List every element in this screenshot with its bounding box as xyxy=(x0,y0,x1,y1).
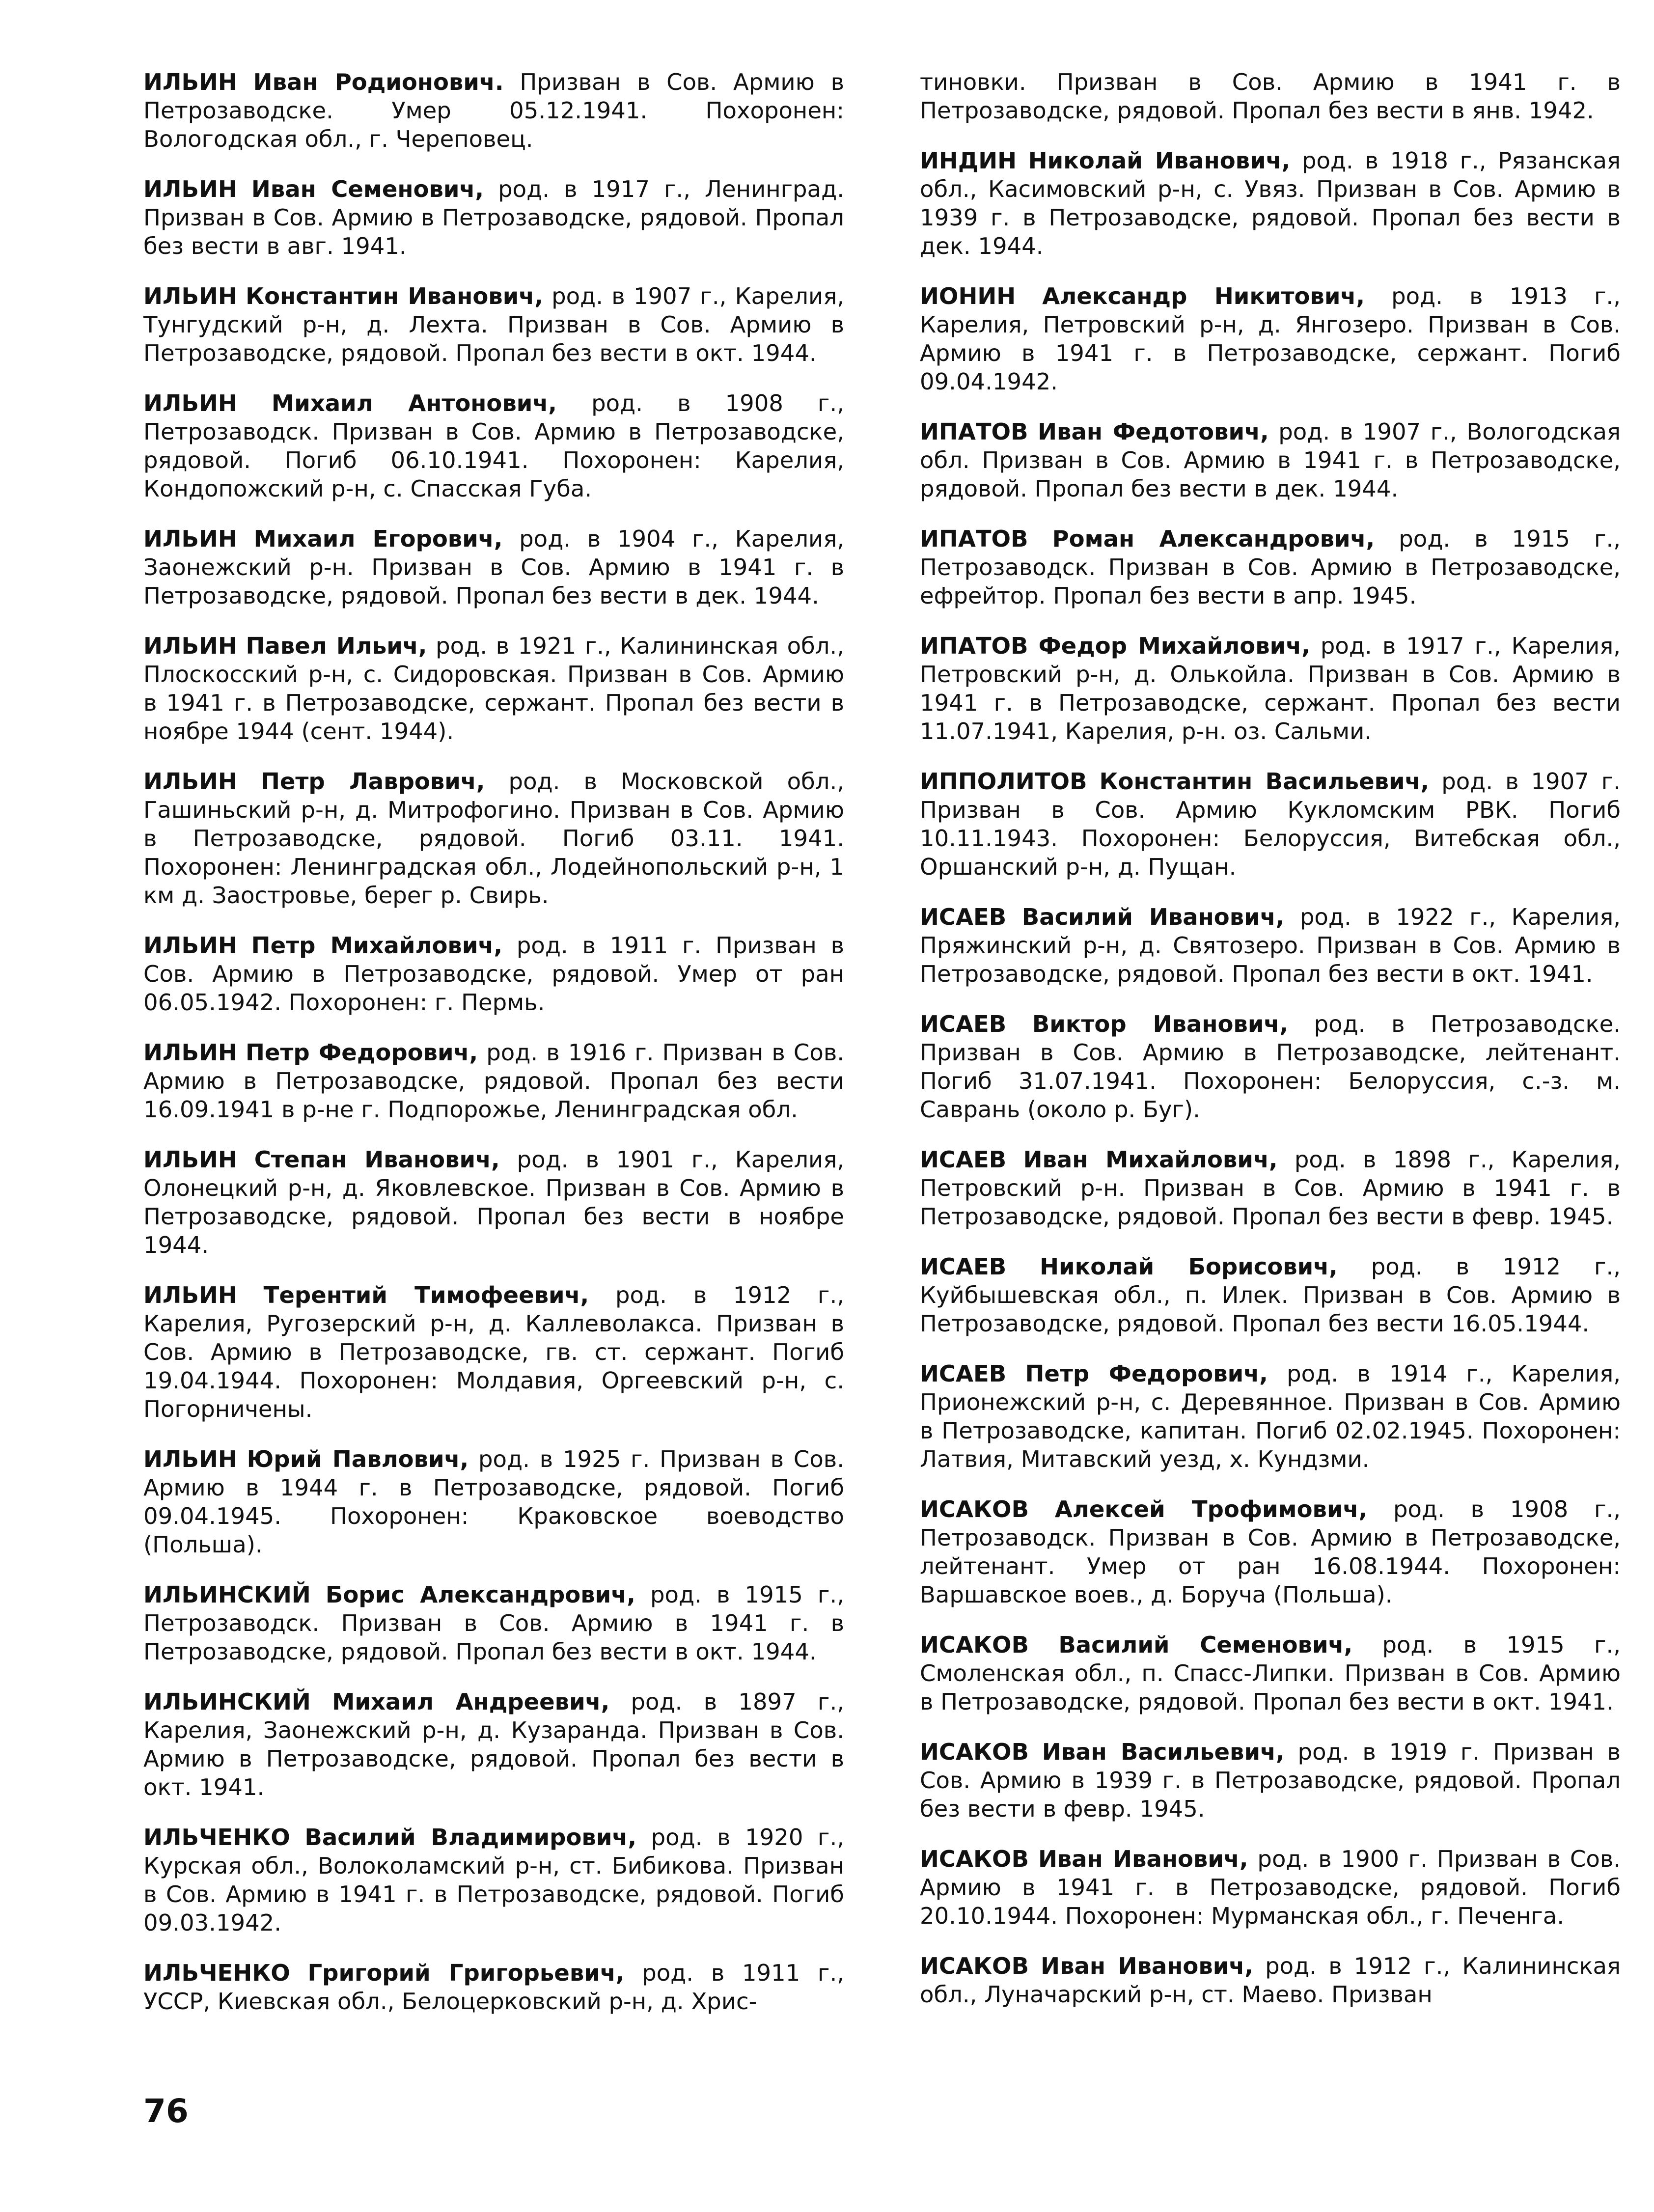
entry-given-names: Федор Михайлович, xyxy=(1038,633,1310,659)
entry xyxy=(143,525,844,610)
entry-given-names: Алексей Трофимович, xyxy=(1054,1496,1368,1522)
entry-surname: ИЛЬИН xyxy=(143,1039,237,1066)
entry-details: род. в 1919 г. Призван в Сов. Армию в 1939 г. в Петрозаводске, рядовой. Пропал без вести в февр. 1945. xyxy=(920,1739,1621,1822)
entry-surname: ИЛЬИН xyxy=(143,1446,237,1472)
entry-details: род. в 1921 г., Калининская обл., Плоскосский р-н, с. Сидоровская. Призван в Сов. Армию в 1941 г. в Петрозаводске, сержант. Пропал без вести в ноябре 1944 (сент. 1944). xyxy=(143,633,844,745)
entry xyxy=(143,1038,844,1124)
entry-details: род. в 1898 г., Карелия, Петровский р-н. Призван в Сов. Армию в 1941 г. в Петрозаводске, рядовой. Пропал без вести в февр. 1945. xyxy=(920,1146,1621,1230)
entry-surname: ИПАТОВ xyxy=(920,418,1028,445)
entry xyxy=(143,632,844,746)
entry-surname: ИОНИН xyxy=(920,283,1016,309)
entry-surname: ИЛЬИН xyxy=(143,1146,237,1173)
entry-surname: ИСАЕВ xyxy=(920,1146,1007,1173)
entry-given-names: Петр Федорович, xyxy=(1025,1360,1268,1387)
entry xyxy=(920,1252,1621,1338)
entry-details: род. в 1907 г. Призван в Сов. Армию Кукломским РВК. Погиб 10.11.1943. Похоронен: Белоруссия, Витебская обл., Оршанский р-н, д. Пущан. xyxy=(920,768,1621,880)
entry xyxy=(920,1495,1621,1609)
entry-details: род. в 1917 г., Ленинград. Призван в Сов. Армию в Петрозаводске, рядовой. Пропал без вести в авг. 1941. xyxy=(143,176,845,259)
entry-surname: ИСАКОВ xyxy=(920,1846,1029,1872)
left-column xyxy=(143,68,844,2037)
entry-details: род. в 1912 г., Куйбышевская обл., п. Илек. Призван в Сов. Армию в Петрозаводске, рядовой. Пропал без вести 16.05.1944. xyxy=(920,1253,1621,1337)
entry-surname: ИЛЬИНСКИЙ xyxy=(143,1688,311,1715)
entry-given-names: Михаил Андреевич, xyxy=(332,1688,610,1715)
continued-entry-text: тиновки. Призван в Сов. Армию в 1941 г. в Петрозаводске, рядовой. Пропал без вести в янв. 1942. xyxy=(920,69,1621,124)
entry-given-names: Иван Семенович, xyxy=(251,176,484,202)
entry-given-names: Михаил Егорович, xyxy=(253,525,503,552)
entry xyxy=(920,1145,1621,1231)
entry-surname: ИПАТОВ xyxy=(920,633,1028,659)
entry-given-names: Иван Васильевич, xyxy=(1042,1739,1285,1765)
entry-details: род. в 1916 г. Призван в Сов. Армию в Петрозаводске, рядовой. Пропал без вести 16.09.1941 в р-не г. Подпорожье, Ленинградская обл. xyxy=(143,1039,845,1123)
entry-surname: ИСАКОВ xyxy=(920,1739,1029,1765)
entry-given-names: Иван Михайлович, xyxy=(1023,1146,1278,1173)
entry-given-names: Петр Федорович, xyxy=(245,1039,478,1066)
right-column xyxy=(920,68,1621,2030)
entry-details: род. в Петрозаводске. Призван в Сов. Армию в Петрозаводске, лейтенант. Погиб 31.07.1941. Похоронен: Белоруссия, с.-з. м. Саврань (около р. Буг). xyxy=(920,1011,1621,1123)
entry xyxy=(920,1845,1621,1930)
entry-details: род. в 1920 г., Курская обл., Волоколамский р-н, ст. Бибикова. Призван в Сов. Армию в 1941 г. в Петрозаводске, рядовой. Погиб 09.03.1942. xyxy=(143,1824,845,1936)
entry-given-names: Иван Иванович, xyxy=(1041,1953,1253,1979)
entry-details: род. в Московской обл., Гашиньский р-н, д. Митрофогино. Призван в Сов. Армию в Петрозаводске, рядовой. Погиб 03.11. 1941. Похоронен: Ленинградская обл., Лодейнопольский р-н, 1 км д. Заостровье, берег р. Свирь. xyxy=(143,768,845,909)
entry-surname: ИЛЬИН xyxy=(143,932,237,959)
entry-surname: ИЛЬИНСКИЙ xyxy=(143,1581,311,1608)
entry xyxy=(920,525,1621,610)
entry-given-names: Николай Иванович, xyxy=(1028,147,1291,174)
entry-surname: ИЛЬИН xyxy=(143,768,237,795)
entry-details: род. в 1897 г., Карелия, Заонежский р-н, д. Кузаранда. Призван в Сов. Армию в Петрозаводске, рядовой. Пропал без вести в окт. 1941. xyxy=(143,1688,845,1800)
entry-details: род. в 1914 г., Карелия, Прионежский р-н, с. Деревянное. Призван в Сов. Армию в Петрозаводске, капитан. Погиб 02.02.1945. Похоронен: Латвия, Митавский уезд, х. Кундзми. xyxy=(920,1360,1621,1472)
entry-details: род. в 1913 г., Карелия, Петровский р-н, д. Янгозеро. Призван в Сов. Армию в 1941 г. в Петрозаводске, сержант. Погиб 09.04.1942. xyxy=(920,283,1621,395)
page-number: 76 xyxy=(143,2092,189,2130)
entry-surname: ИЛЬИН xyxy=(143,390,237,416)
entry-given-names: Михаил Антонович, xyxy=(271,390,557,416)
entry-details: род. в 1907 г., Карелия, Тунгудский р-н, д. Лехта. Призван в Сов. Армию в Петрозаводске, рядовой. Пропал без вести в окт. 1944. xyxy=(143,283,844,366)
entry xyxy=(143,767,844,910)
entry-details: род. в 1917 г., Карелия, Петровский р-н, д. Олькойла. Призван в Сов. Армию в 1941 г. в Петрозаводске, сержант. Пропал без вести 11.07.1941, Карелия, р-н. оз. Сальми. xyxy=(920,633,1621,745)
entry-details: род. в 1915 г., Смоленская обл., п. Спасс-Липки. Призван в Сов. Армию в Петрозаводске, рядовой. Пропал без вести в окт. 1941. xyxy=(920,1631,1621,1715)
entry-surname: ИСАКОВ xyxy=(920,1496,1029,1522)
entry-surname: ИСАЕВ xyxy=(920,904,1007,930)
entry xyxy=(920,146,1621,260)
entry-details: род. в 1915 г., Петрозаводск. Призван в Сов. Армию в 1941 г. в Петрозаводске, рядовой. Пропал без вести в окт. 1944. xyxy=(143,1581,844,1665)
entry-given-names: Александр Никитович, xyxy=(1042,283,1365,309)
entry xyxy=(920,1952,1621,2009)
entry xyxy=(143,389,844,503)
entry-surname: ИСАЕВ xyxy=(920,1360,1007,1387)
entry-surname: ИПАТОВ xyxy=(920,525,1028,552)
entry xyxy=(143,1281,844,1423)
entry-given-names: Роман Александрович, xyxy=(1052,525,1375,552)
entry-details: Призван в Сов. Армию в Петрозаводске. Умер 05.12.1941. Похоронен: Вологодская обл., г. Череповец. xyxy=(143,69,845,152)
entry-given-names: Григорий Григорьевич, xyxy=(307,1960,625,1986)
entry xyxy=(920,417,1621,503)
entry-details: род. в 1911 г., УССР, Киевская обл., Белоцерковский р-н, д. Хрис- xyxy=(143,1960,845,2015)
entry xyxy=(920,632,1621,746)
entry-details: род. в 1922 г., Карелия, Пряжинский р-н, д. Святозеро. Призван в Сов. Армию в Петрозаводске, рядовой. Пропал без вести в окт. 1941. xyxy=(920,904,1621,987)
entry-surname: ИСАКОВ xyxy=(920,1631,1029,1658)
entry-given-names: Павел Ильич, xyxy=(246,633,427,659)
entry-details: род. в 1918 г., Рязанская обл., Касимовский р-н, с. Увяз. Призван в Сов. Армию в 1939 г. в Петрозаводске, рядовой. Пропал без вести в дек. 1944. xyxy=(920,147,1621,259)
entry-surname: ИСАЕВ xyxy=(920,1011,1007,1037)
entry-details: род. в 1925 г. Призван в Сов. Армию в 1944 г. в Петрозаводске, рядовой. Погиб 09.04.1945. Похоронен: Краковское воеводство (Польша). xyxy=(143,1446,844,1558)
entry xyxy=(143,1959,844,2016)
entry-given-names: Степан Иванович, xyxy=(254,1146,500,1173)
entry-details: род. в 1908 г., Петрозаводск. Призван в Сов. Армию в Петрозаводске, рядовой. Погиб 06.10.1941. Похоронен: Карелия, Кондопожский р-н, с. Спасская Губа. xyxy=(143,390,844,502)
entry-surname: ИЛЬИН xyxy=(143,69,237,95)
entry xyxy=(143,1145,844,1259)
entry-given-names: Иван Родионович. xyxy=(253,69,504,95)
entry-surname: ИНДИН xyxy=(920,147,1017,174)
entry-surname: ИЛЬИН xyxy=(143,525,237,552)
entry-given-names: Борис Александрович, xyxy=(325,1581,635,1608)
entry-given-names: Виктор Иванович, xyxy=(1032,1011,1289,1037)
entry-given-names: Терентий Тимофеевич, xyxy=(263,1282,589,1308)
entry-surname: ИЛЬИН xyxy=(143,283,237,309)
entry xyxy=(143,175,844,260)
entry xyxy=(143,1823,844,1937)
entry xyxy=(143,1687,844,1801)
entry-given-names: Иван Иванович, xyxy=(1038,1846,1248,1872)
entry-surname: ИСАЕВ xyxy=(920,1253,1007,1280)
entry xyxy=(920,1010,1621,1124)
entry-given-names: Василий Семенович, xyxy=(1058,1631,1353,1658)
entry-details: род. в 1907 г., Вологодская обл. Призван в Сов. Армию в 1941 г. в Петрозаводске, рядовой. Пропал без вести в дек. 1944. xyxy=(920,418,1621,502)
entry-details: род. в 1911 г. Призван в Сов. Армию в Петрозаводске, рядовой. Умер от ран 06.05.1942. Похоронен: г. Пермь. xyxy=(143,932,845,1016)
entry-given-names: Константин Иванович, xyxy=(246,283,543,309)
entry-given-names: Петр Лаврович, xyxy=(260,768,485,795)
entry-given-names: Василий Иванович, xyxy=(1021,904,1285,930)
entry xyxy=(920,282,1621,396)
entry-surname: ИЛЬИН xyxy=(143,1282,237,1308)
entry xyxy=(143,68,844,153)
entry xyxy=(143,282,844,367)
entry xyxy=(920,767,1621,881)
entry xyxy=(143,931,844,1017)
entry xyxy=(920,1738,1621,1823)
entry xyxy=(143,1580,844,1666)
entry-given-names: Юрий Павлович, xyxy=(247,1446,469,1472)
entry-given-names: Петр Михайлович, xyxy=(251,932,503,959)
entry-details: род. в 1908 г., Петрозаводск. Призван в Сов. Армию в Петрозаводске, лейтенант. Умер от ран 16.08.1944. Похоронен: Варшавское воев., д. Боруча (Польша). xyxy=(920,1496,1621,1608)
entry-details: род. в 1901 г., Карелия, Олонецкий р-н, д. Яковлевское. Призван в Сов. Армию в Петрозаводске, рядовой. Пропал без вести в ноябре 1944. xyxy=(143,1146,845,1258)
entry xyxy=(920,903,1621,988)
entry-surname: ИЛЬЧЕНКО xyxy=(143,1960,290,1986)
entry-surname: ИЛЬЧЕНКО xyxy=(143,1824,290,1851)
entry-details: род. в 1900 г. Призван в Сов. Армию в 1941 г. в Петрозаводске, рядовой. Погиб 20.10.1944. Похоронен: Мурманская обл., г. Печенга. xyxy=(920,1846,1621,1929)
entry-given-names: Николай Борисович, xyxy=(1040,1253,1338,1280)
entry-details: род. в 1904 г., Карелия, Заонежский р-н. Призван в Сов. Армию в 1941 г. в Петрозаводске, рядовой. Пропал без вести в дек. 1944. xyxy=(143,525,845,609)
entry xyxy=(143,1445,844,1559)
entry xyxy=(920,1631,1621,1716)
entry-surname: ИСАКОВ xyxy=(920,1953,1029,1979)
entry-details: род. в 1915 г., Петрозаводск. Призван в Сов. Армию в Петрозаводске, ефрейтор. Пропал без вести в апр. 1945. xyxy=(920,525,1621,609)
entry-given-names: Василий Владимирович, xyxy=(304,1824,636,1851)
entry-surname: ИЛЬИН xyxy=(143,633,237,659)
entry-surname: ИЛЬИН xyxy=(143,176,237,202)
entry-details: род. в 1912 г., Калининская обл., Луначарский р-н, ст. Маево. Призван xyxy=(920,1953,1621,2008)
entry-given-names: Иван Федотович, xyxy=(1038,418,1269,445)
entry-given-names: Константин Васильевич, xyxy=(1099,768,1430,795)
entry xyxy=(920,1359,1621,1473)
entry-details: род. в 1912 г., Карелия, Ругозерский р-н, д. Каллеволакса. Призван в Сов. Армию в Петрозаводске, гв. ст. сержант. Погиб 19.04.1944. Похоронен: Молдавия, Оргеевский р-н, с. Погорничены. xyxy=(143,1282,845,1422)
entry-surname: ИППОЛИТОВ xyxy=(920,768,1087,795)
